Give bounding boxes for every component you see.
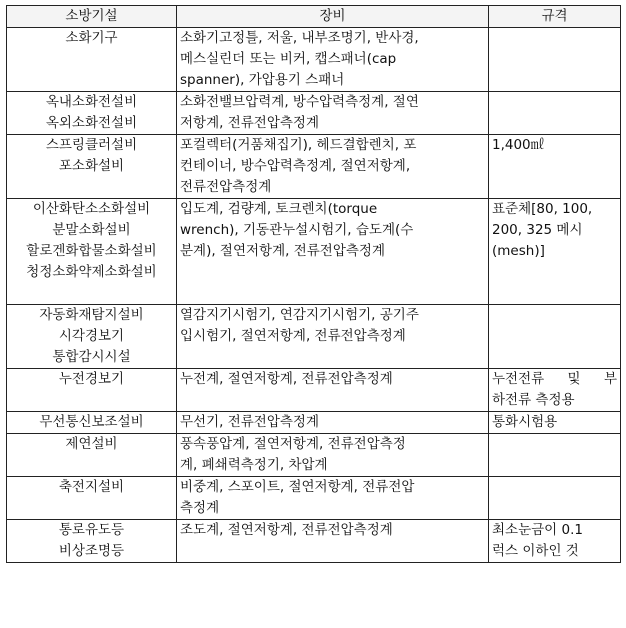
spec-line: 200, 325 메시 (492, 222, 583, 238)
system-cell (7, 199, 177, 305)
spec-line: 최소눈금이 0.1 (492, 522, 583, 538)
equipment-line: 입시험기, 절연저항계, 전류전압측정계 (180, 328, 406, 344)
spec-cell (489, 477, 621, 520)
spec-line: 누전전류 및 부 (492, 371, 617, 387)
equipment-line: 저항계, 전류전압측정계 (180, 115, 319, 131)
system-cell (7, 92, 177, 135)
spec-cell (489, 305, 621, 369)
spec-cell (489, 28, 621, 92)
equipment-line: 컨테이너, 방수압력측정계, 절연저항계, (180, 158, 411, 174)
system-line: 옥내소화전설비 (45, 94, 138, 110)
equipment-line: 소화전밸브압력계, 방수압력측정계, 절연 (180, 94, 419, 110)
equipment-cell (177, 199, 489, 305)
table-row (7, 199, 621, 305)
equipment-cell (177, 305, 489, 369)
equipment-line: 누전계, 절연저항계, 전류전압측정계 (180, 371, 393, 387)
equipment-line: 포컬렉터(거품채집기), 헤드결합렌치, 포 (180, 137, 417, 153)
equipment-line: 입도계, 검량계, 토크렌치(torque (180, 201, 378, 217)
equipment-line: wrench), 기동관누설시험기, 습도계(수 (180, 222, 414, 238)
header-system: 소방기설 (7, 6, 177, 28)
equipment-line: 풍속풍압계, 절연저항계, 전류전압측정 (180, 436, 406, 452)
system-line: 통합감시시설 (52, 349, 131, 365)
system-line: 무선통신보조설비 (39, 414, 144, 430)
system-line: 이산화탄소소화설비 (32, 201, 151, 217)
system-cell (7, 477, 177, 520)
system-cell (7, 520, 177, 563)
table-row (7, 135, 621, 199)
spec-line: 표준체[80, 100, (492, 201, 593, 217)
system-line: 통로유도등 (58, 522, 125, 538)
spec-line: 통화시험용 (492, 414, 558, 430)
system-cell (7, 412, 177, 434)
system-cell (7, 135, 177, 199)
spec-cell (489, 135, 621, 199)
spec-line: 1,400㎖ (492, 137, 545, 153)
equipment-line: 열감지기시험기, 연감지기시험기, 공기주 (180, 307, 419, 323)
equipment-cell (177, 28, 489, 92)
equipment-spec-table (6, 5, 621, 563)
table-row (7, 28, 621, 92)
table-row (7, 434, 621, 477)
table-row (7, 520, 621, 563)
equipment-cell (177, 369, 489, 412)
equipment-line: 비중계, 스포이트, 절연저항계, 전류전압 (180, 479, 415, 495)
system-line: 포소화설비 (58, 158, 125, 174)
spec-cell (489, 199, 621, 305)
equipment-line: 무선기, 전류전압측정계 (180, 414, 319, 430)
system-cell (7, 305, 177, 369)
system-line: 옥외소화전설비 (45, 115, 138, 131)
equipment-cell (177, 434, 489, 477)
equipment-line: spanner), 가압용기 스패너 (180, 72, 345, 88)
spec-line: (mesh)] (492, 243, 545, 259)
equipment-cell (177, 92, 489, 135)
spec-line: 하전류 측정용 (492, 392, 575, 408)
system-line: 누전경보기 (58, 371, 125, 387)
table-body (7, 28, 621, 563)
system-line: 할로겐화합물소화설비 (26, 243, 157, 259)
equipment-line: 전류전압측정계 (180, 179, 272, 195)
system-line: 비상조명등 (58, 543, 125, 559)
table-row (7, 477, 621, 520)
system-line: 자동화재탐지설비 (39, 307, 144, 323)
system-line: 시각경보기 (58, 328, 125, 344)
header-spec: 규격 (489, 6, 621, 28)
system-cell (7, 369, 177, 412)
header-equipment: 장비 (177, 6, 489, 28)
spec-line: 럭스 이하인 것 (492, 543, 579, 559)
table-row (7, 92, 621, 135)
spec-cell (489, 520, 621, 563)
equipment-line: 조도계, 절연저항계, 전류전압측정계 (180, 522, 393, 538)
equipment-line: 메스실린더 또는 비커, 캡스패너(cap (180, 51, 397, 67)
table-row (7, 305, 621, 369)
system-cell (7, 28, 177, 92)
table-row (7, 412, 621, 434)
system-line: 축전지설비 (58, 479, 125, 495)
spec-cell (489, 412, 621, 434)
equipment-line: 계, 폐쇄력측정기, 차압계 (180, 457, 328, 473)
table-header-row (7, 6, 621, 28)
spec-cell (489, 369, 621, 412)
table-row (7, 369, 621, 412)
equipment-cell (177, 477, 489, 520)
system-line: 청정소화약제소화설비 (26, 264, 157, 280)
spec-cell (489, 92, 621, 135)
equipment-cell (177, 412, 489, 434)
system-line: 분말소화설비 (52, 222, 131, 238)
system-line: 소화기구 (65, 30, 118, 46)
system-line: 제연설비 (65, 436, 118, 452)
system-cell (7, 434, 177, 477)
spec-cell (489, 434, 621, 477)
equipment-line: 소화기고정틀, 저울, 내부조명기, 반사경, (180, 30, 419, 46)
equipment-line: 분계), 절연저항계, 전류전압측정계 (180, 243, 386, 259)
system-line: 스프링클러설비 (45, 137, 138, 153)
equipment-line: 측정계 (180, 500, 220, 516)
equipment-cell (177, 135, 489, 199)
equipment-cell (177, 520, 489, 563)
